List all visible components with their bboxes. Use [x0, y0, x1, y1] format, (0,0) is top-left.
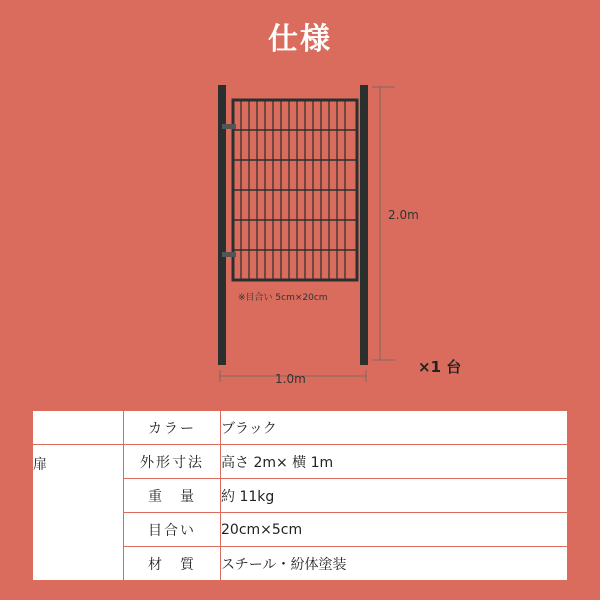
spec-value: 高さ 2m× 横 1m	[221, 445, 568, 479]
spec-value: 20cm×5cm	[221, 513, 568, 547]
spec-category: 扉	[33, 445, 124, 581]
hinge-top	[222, 124, 236, 129]
spec-category-blank	[33, 411, 124, 445]
hinge-bottom	[222, 252, 236, 257]
spec-key: 材 質	[124, 547, 221, 581]
width-dimension-label: 1.0m	[275, 372, 306, 386]
right-post	[360, 85, 368, 365]
spec-key: 外形寸法	[124, 445, 221, 479]
mesh-note: ※目合い 5cm×20cm	[238, 293, 328, 303]
spec-value: 約 11kg	[221, 479, 568, 513]
height-dimension-label: 2.0m	[388, 208, 419, 222]
spec-key: 目合い	[124, 513, 221, 547]
spec-key: 重 量	[124, 479, 221, 513]
quantity-label: ×1 台	[418, 358, 462, 376]
spec-table	[32, 410, 568, 581]
spec-row-size	[33, 445, 568, 479]
spec-key: カラー	[124, 411, 221, 445]
spec-value: スチール・紛体塗装	[221, 547, 568, 581]
spec-value: ブラック	[221, 411, 568, 445]
spec-row-color	[33, 411, 568, 445]
page-title: 仕様	[268, 22, 332, 57]
